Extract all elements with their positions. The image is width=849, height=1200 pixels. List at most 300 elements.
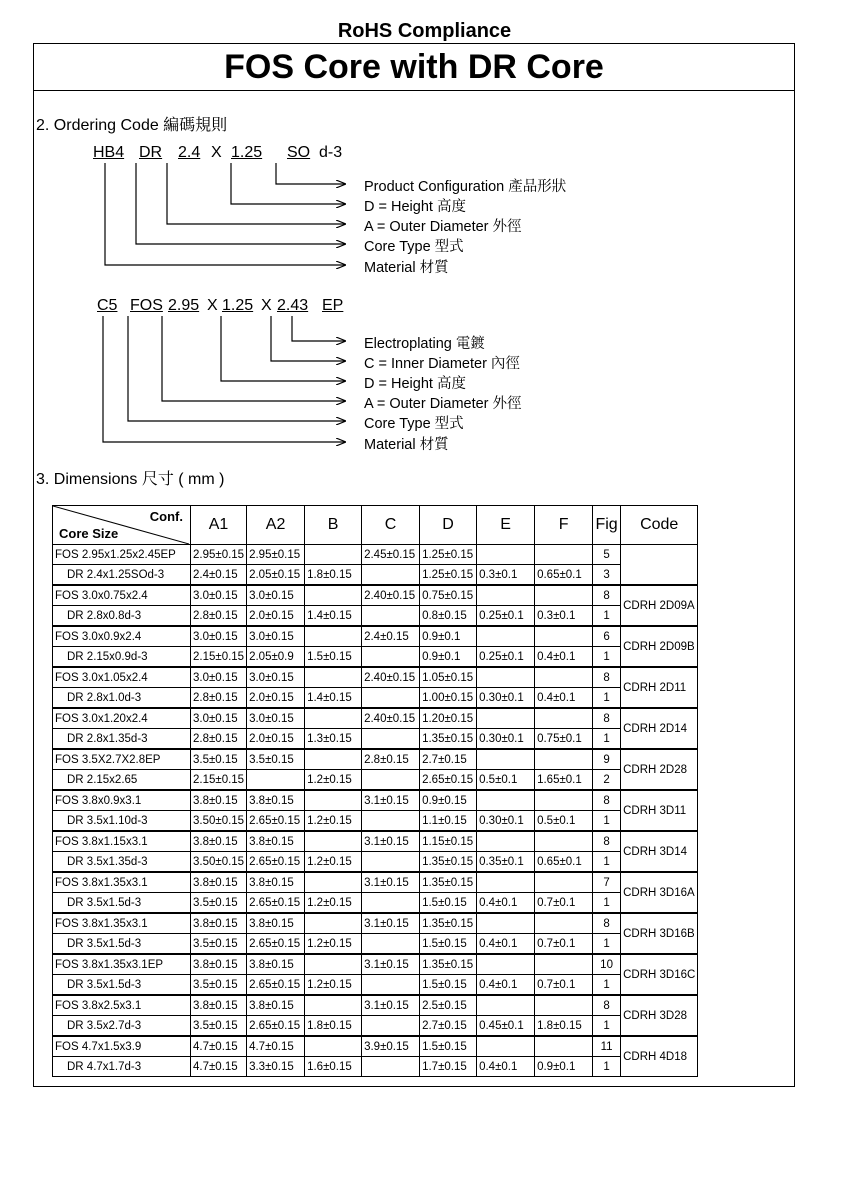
c-cell: 3.1±0.15	[362, 790, 420, 811]
c-cell	[362, 688, 420, 709]
code1-label-material: Material 材質	[364, 260, 449, 276]
a2-cell	[247, 770, 305, 791]
table-row	[53, 585, 698, 606]
a2-cell: 3.3±0.15	[247, 1057, 305, 1077]
fig-cell: 1	[593, 647, 621, 668]
table-row	[53, 626, 698, 647]
fig-cell: 1	[593, 975, 621, 996]
d-cell: 0.9±0.1	[420, 626, 477, 647]
a1-cell: 3.5±0.15	[191, 1016, 247, 1037]
d-cell: 1.15±0.15	[420, 831, 477, 852]
fig-cell: 8	[593, 831, 621, 852]
d-cell: 1.00±0.15	[420, 688, 477, 709]
arrow-code2-electroplating	[292, 316, 345, 341]
f-cell: 1.8±0.15	[535, 1016, 593, 1037]
f-cell: 0.4±0.1	[535, 647, 593, 668]
arrow-code2-core	[128, 316, 345, 421]
code-cell	[621, 545, 698, 586]
d-cell: 0.9±0.15	[420, 790, 477, 811]
table-row	[53, 606, 698, 627]
a1-cell: 3.8±0.15	[191, 954, 247, 975]
c-cell	[362, 729, 420, 750]
fig-cell: 1	[593, 688, 621, 709]
code2-electroplating: EP	[322, 297, 344, 314]
d-cell: 1.20±0.15	[420, 708, 477, 729]
code2-label-core: Core Type 型式	[364, 416, 464, 432]
fig-cell: 1	[593, 852, 621, 873]
code-cell: CDRH 3D16C	[621, 954, 698, 995]
core-size-cell: FOS 3.5X2.7X2.8EP	[53, 749, 191, 770]
b-cell	[305, 954, 362, 975]
a2-cell: 4.7±0.15	[247, 1036, 305, 1057]
e-cell	[477, 708, 535, 729]
code-cell: CDRH 3D28	[621, 995, 698, 1036]
code-cell: CDRH 4D18	[621, 1036, 698, 1077]
a1-cell: 3.0±0.15	[191, 667, 247, 688]
table-row	[53, 749, 698, 770]
core-size-cell: FOS 3.8x2.5x3.1	[53, 995, 191, 1016]
code2-height: 1.25	[222, 297, 254, 314]
a1-cell: 2.15±0.15	[191, 647, 247, 668]
a2-cell: 3.5±0.15	[247, 749, 305, 770]
e-cell: 0.5±0.1	[477, 770, 535, 791]
f-cell	[535, 749, 593, 770]
b-cell: 1.2±0.15	[305, 811, 362, 832]
fig-cell: 10	[593, 954, 621, 975]
f-cell	[535, 667, 593, 688]
core-size-cell: DR 4.7x1.7d-3	[53, 1057, 191, 1077]
c-cell	[362, 1016, 420, 1037]
table-row	[53, 647, 698, 668]
header-core-size-label: Core Size	[59, 526, 119, 541]
d-cell: 1.7±0.15	[420, 1057, 477, 1077]
table-row	[53, 667, 698, 688]
e-cell: 0.30±0.1	[477, 729, 535, 750]
a2-cell: 2.65±0.15	[247, 975, 305, 996]
b-cell: 1.2±0.15	[305, 852, 362, 873]
a1-cell: 3.5±0.15	[191, 975, 247, 996]
d-cell: 1.35±0.15	[420, 872, 477, 893]
dimensions-heading: 3. Dimensions 尺寸 ( mm )	[36, 471, 225, 488]
column-header-b: B	[305, 506, 362, 545]
core-size-cell: DR 2.4x1.25SOd-3	[53, 565, 191, 586]
code2-label-height: D = Height 高度	[364, 376, 466, 392]
code2-outer-diameter: 2.95	[168, 297, 200, 314]
b-cell	[305, 749, 362, 770]
e-cell: 0.30±0.1	[477, 811, 535, 832]
table-row	[53, 893, 698, 914]
a1-cell: 3.50±0.15	[191, 811, 247, 832]
d-cell: 0.8±0.15	[420, 606, 477, 627]
column-header-a1: A1	[191, 506, 247, 545]
arrow-code1-outer	[167, 163, 345, 224]
table-row	[53, 811, 698, 832]
column-header-d: D	[420, 506, 477, 545]
c-cell: 2.8±0.15	[362, 749, 420, 770]
a2-cell: 3.8±0.15	[247, 995, 305, 1016]
fig-cell: 1	[593, 1016, 621, 1037]
c-cell	[362, 852, 420, 873]
core-size-cell: DR 2.15x0.9d-3	[53, 647, 191, 668]
b-cell	[305, 667, 362, 688]
a1-cell: 3.5±0.15	[191, 934, 247, 955]
c-cell: 3.1±0.15	[362, 831, 420, 852]
rohs-heading: RoHS Compliance	[337, 20, 512, 42]
arrow-code2-inner	[271, 316, 345, 361]
code2-label-material: Material 材質	[364, 437, 449, 453]
a1-cell: 2.15±0.15	[191, 770, 247, 791]
arrow-code1-material	[105, 163, 345, 265]
f-cell	[535, 913, 593, 934]
f-cell: 0.75±0.1	[535, 729, 593, 750]
code1-label-core: Core Type 型式	[364, 239, 464, 255]
arrow-code2-outer	[162, 316, 345, 401]
e-cell	[477, 995, 535, 1016]
arrow-code1-config	[276, 163, 345, 184]
a2-cell: 3.0±0.15	[247, 708, 305, 729]
core-size-cell: FOS 3.0x1.20x2.4	[53, 708, 191, 729]
code2-label-outer: A = Outer Diameter 外徑	[364, 396, 522, 412]
e-cell	[477, 913, 535, 934]
fig-cell: 8	[593, 585, 621, 606]
code1-core-type: DR	[139, 144, 163, 161]
table-row	[53, 729, 698, 750]
core-size-cell: FOS 2.95x1.25x2.45EP	[53, 545, 191, 565]
a2-cell: 3.8±0.15	[247, 790, 305, 811]
e-cell	[477, 749, 535, 770]
dimensions-table	[52, 505, 698, 1077]
d-cell: 0.9±0.1	[420, 647, 477, 668]
a2-cell: 3.0±0.15	[247, 626, 305, 647]
header-conf-core	[53, 506, 191, 545]
a1-cell: 3.8±0.15	[191, 790, 247, 811]
e-cell	[477, 545, 535, 565]
code1-config: SO	[287, 144, 311, 161]
d-cell: 0.75±0.15	[420, 585, 477, 606]
dimensions-table-body	[53, 545, 698, 1077]
table-row	[53, 852, 698, 873]
code-cell: CDRH 3D16B	[621, 913, 698, 954]
a1-cell: 3.8±0.15	[191, 913, 247, 934]
fig-cell: 8	[593, 790, 621, 811]
f-cell: 0.7±0.1	[535, 934, 593, 955]
c-cell	[362, 975, 420, 996]
fig-cell: 5	[593, 545, 621, 565]
fig-cell: 1	[593, 606, 621, 627]
core-size-cell: FOS 3.8x1.15x3.1	[53, 831, 191, 852]
e-cell: 0.4±0.1	[477, 975, 535, 996]
a2-cell: 3.8±0.15	[247, 872, 305, 893]
core-size-cell: FOS 3.0x1.05x2.4	[53, 667, 191, 688]
core-size-cell: FOS 4.7x1.5x3.9	[53, 1036, 191, 1057]
e-cell: 0.4±0.1	[477, 934, 535, 955]
code-cell: CDRH 2D09B	[621, 626, 698, 667]
d-cell: 1.25±0.15	[420, 565, 477, 586]
a2-cell: 2.65±0.15	[247, 934, 305, 955]
e-cell: 0.3±0.1	[477, 565, 535, 586]
fig-cell: 1	[593, 811, 621, 832]
b-cell	[305, 872, 362, 893]
header-conf-label: Conf.	[149, 509, 183, 524]
b-cell	[305, 708, 362, 729]
a1-cell: 3.0±0.15	[191, 626, 247, 647]
table-row	[53, 545, 698, 565]
f-cell: 0.3±0.1	[535, 606, 593, 627]
code2-label-electroplating: Electroplating 電鍍	[364, 336, 485, 352]
e-cell	[477, 667, 535, 688]
c-cell	[362, 770, 420, 791]
core-size-cell: DR 3.5x1.5d-3	[53, 893, 191, 914]
a2-cell: 2.05±0.9	[247, 647, 305, 668]
core-size-cell: DR 2.8x0.8d-3	[53, 606, 191, 627]
d-cell: 2.7±0.15	[420, 749, 477, 770]
column-header-code: Code	[621, 506, 698, 545]
b-cell: 1.3±0.15	[305, 729, 362, 750]
e-cell	[477, 831, 535, 852]
c-cell: 2.45±0.15	[362, 545, 420, 565]
fig-cell: 1	[593, 729, 621, 750]
code-cell: CDRH 3D11	[621, 790, 698, 831]
core-size-cell: DR 3.5x1.10d-3	[53, 811, 191, 832]
e-cell: 0.25±0.1	[477, 606, 535, 627]
a2-cell: 2.95±0.15	[247, 545, 305, 565]
d-cell: 2.7±0.15	[420, 1016, 477, 1037]
ordering-connectors	[0, 0, 849, 470]
b-cell: 1.5±0.15	[305, 647, 362, 668]
c-cell: 3.1±0.15	[362, 913, 420, 934]
c-cell: 3.9±0.15	[362, 1036, 420, 1057]
d-cell: 1.35±0.15	[420, 913, 477, 934]
a1-cell: 2.95±0.15	[191, 545, 247, 565]
table-row	[53, 688, 698, 709]
f-cell: 0.7±0.1	[535, 893, 593, 914]
e-cell: 0.30±0.1	[477, 688, 535, 709]
core-size-cell: FOS 3.8x1.35x3.1	[53, 872, 191, 893]
b-cell: 1.2±0.15	[305, 893, 362, 914]
a2-cell: 2.05±0.15	[247, 565, 305, 586]
f-cell: 0.65±0.1	[535, 565, 593, 586]
e-cell: 0.25±0.1	[477, 647, 535, 668]
page-title: FOS Core with DR Core	[33, 43, 795, 91]
table-row	[53, 831, 698, 852]
d-cell: 2.5±0.15	[420, 995, 477, 1016]
fig-cell: 8	[593, 913, 621, 934]
d-cell: 1.35±0.15	[420, 729, 477, 750]
c-cell: 2.40±0.15	[362, 708, 420, 729]
b-cell: 1.2±0.15	[305, 934, 362, 955]
core-size-cell: DR 2.8x1.35d-3	[53, 729, 191, 750]
c-cell: 3.1±0.15	[362, 995, 420, 1016]
c-cell	[362, 893, 420, 914]
code-cell: CDRH 3D14	[621, 831, 698, 872]
table-row	[53, 995, 698, 1016]
code-cell: CDRH 3D16A	[621, 872, 698, 913]
f-cell: 0.4±0.1	[535, 688, 593, 709]
arrow-code2-material	[103, 316, 345, 442]
code2-label-inner: C = Inner Diameter 內徑	[364, 356, 520, 372]
b-cell	[305, 790, 362, 811]
a2-cell: 2.65±0.15	[247, 1016, 305, 1037]
e-cell: 0.4±0.1	[477, 893, 535, 914]
core-size-cell: DR 3.5x2.7d-3	[53, 1016, 191, 1037]
e-cell	[477, 954, 535, 975]
table-row	[53, 1016, 698, 1037]
b-cell	[305, 585, 362, 606]
d-cell: 1.35±0.15	[420, 954, 477, 975]
column-header-e: E	[477, 506, 535, 545]
a1-cell: 3.0±0.15	[191, 585, 247, 606]
code1-label-outer: A = Outer Diameter 外徑	[364, 219, 522, 235]
table-row	[53, 934, 698, 955]
a1-cell: 2.4±0.15	[191, 565, 247, 586]
c-cell: 2.40±0.15	[362, 667, 420, 688]
a1-cell: 3.8±0.15	[191, 872, 247, 893]
f-cell	[535, 626, 593, 647]
code2-x1: X	[207, 297, 218, 314]
c-cell	[362, 934, 420, 955]
d-cell: 1.5±0.15	[420, 893, 477, 914]
a2-cell: 3.8±0.15	[247, 913, 305, 934]
b-cell	[305, 626, 362, 647]
a2-cell: 2.65±0.15	[247, 811, 305, 832]
a1-cell: 4.7±0.15	[191, 1036, 247, 1057]
a2-cell: 2.0±0.15	[247, 606, 305, 627]
table-row	[53, 770, 698, 791]
b-cell	[305, 995, 362, 1016]
ordering-code-heading: 2. Ordering Code 編碼規則	[36, 117, 228, 134]
c-cell: 3.1±0.15	[362, 872, 420, 893]
table-row	[53, 975, 698, 996]
a2-cell: 3.0±0.15	[247, 585, 305, 606]
d-cell: 1.5±0.15	[420, 975, 477, 996]
code2-core-type: FOS	[130, 297, 163, 314]
core-size-cell: DR 3.5x1.35d-3	[53, 852, 191, 873]
column-header-fig: Fig	[593, 506, 621, 545]
a1-cell: 3.0±0.15	[191, 708, 247, 729]
b-cell	[305, 831, 362, 852]
core-size-cell: FOS 3.0x0.75x2.4	[53, 585, 191, 606]
a2-cell: 2.0±0.15	[247, 688, 305, 709]
code1-material: HB4	[93, 144, 125, 161]
fig-cell: 1	[593, 934, 621, 955]
e-cell	[477, 585, 535, 606]
f-cell	[535, 708, 593, 729]
code1-label-config: Product Configuration 產品形狀	[364, 179, 567, 195]
e-cell: 0.35±0.1	[477, 852, 535, 873]
table-row	[53, 565, 698, 586]
f-cell	[535, 995, 593, 1016]
fig-cell: 3	[593, 565, 621, 586]
column-header-f: F	[535, 506, 593, 545]
b-cell: 1.6±0.15	[305, 1057, 362, 1077]
core-size-cell: FOS 3.8x1.35x3.1	[53, 913, 191, 934]
column-header-c: C	[362, 506, 420, 545]
f-cell: 0.65±0.1	[535, 852, 593, 873]
code-cell: CDRH 2D09A	[621, 585, 698, 626]
fig-cell: 1	[593, 893, 621, 914]
core-size-cell: FOS 3.8x1.35x3.1EP	[53, 954, 191, 975]
b-cell: 1.2±0.15	[305, 770, 362, 791]
fig-cell: 1	[593, 1057, 621, 1077]
code2-x2: X	[261, 297, 272, 314]
d-cell: 1.05±0.15	[420, 667, 477, 688]
a1-cell: 2.8±0.15	[191, 606, 247, 627]
f-cell	[535, 790, 593, 811]
c-cell: 2.4±0.15	[362, 626, 420, 647]
code1-outer-diameter: 2.4	[178, 144, 201, 161]
a2-cell: 3.8±0.15	[247, 831, 305, 852]
code1-label-height: D = Height 高度	[364, 199, 466, 215]
d-cell: 1.5±0.15	[420, 934, 477, 955]
f-cell: 0.5±0.1	[535, 811, 593, 832]
code1-x: X	[211, 144, 222, 161]
code-cell: CDRH 2D14	[621, 708, 698, 749]
table-row	[53, 913, 698, 934]
a2-cell: 2.65±0.15	[247, 893, 305, 914]
code1-config-suffix: d-3	[319, 144, 343, 161]
code2-inner-diameter: 2.43	[277, 297, 309, 314]
table-row	[53, 872, 698, 893]
fig-cell: 8	[593, 708, 621, 729]
f-cell	[535, 872, 593, 893]
a1-cell: 3.5±0.15	[191, 749, 247, 770]
f-cell	[535, 585, 593, 606]
a1-cell: 3.8±0.15	[191, 995, 247, 1016]
fig-cell: 2	[593, 770, 621, 791]
b-cell: 1.8±0.15	[305, 565, 362, 586]
f-cell	[535, 545, 593, 565]
a1-cell: 4.7±0.15	[191, 1057, 247, 1077]
f-cell: 0.9±0.1	[535, 1057, 593, 1077]
e-cell: 0.4±0.1	[477, 1057, 535, 1077]
a1-cell: 2.8±0.15	[191, 729, 247, 750]
f-cell	[535, 831, 593, 852]
table-row	[53, 1057, 698, 1077]
fig-cell: 8	[593, 667, 621, 688]
a2-cell: 2.0±0.15	[247, 729, 305, 750]
a1-cell: 3.5±0.15	[191, 893, 247, 914]
a1-cell: 3.50±0.15	[191, 852, 247, 873]
core-size-cell: FOS 3.0x0.9x2.4	[53, 626, 191, 647]
b-cell: 1.4±0.15	[305, 688, 362, 709]
c-cell	[362, 811, 420, 832]
b-cell: 1.4±0.15	[305, 606, 362, 627]
core-size-cell: DR 2.8x1.0d-3	[53, 688, 191, 709]
code-cell: CDRH 2D11	[621, 667, 698, 708]
b-cell	[305, 545, 362, 565]
d-cell: 2.65±0.15	[420, 770, 477, 791]
d-cell: 1.5±0.15	[420, 1036, 477, 1057]
e-cell: 0.45±0.1	[477, 1016, 535, 1037]
f-cell	[535, 954, 593, 975]
c-cell: 2.40±0.15	[362, 585, 420, 606]
code2-material: C5	[97, 297, 118, 314]
fig-cell: 9	[593, 749, 621, 770]
f-cell	[535, 1036, 593, 1057]
arrow-code2-height	[221, 316, 345, 381]
core-size-cell: DR 3.5x1.5d-3	[53, 975, 191, 996]
b-cell	[305, 913, 362, 934]
d-cell: 1.1±0.15	[420, 811, 477, 832]
column-header-a2: A2	[247, 506, 305, 545]
e-cell	[477, 1036, 535, 1057]
c-cell	[362, 565, 420, 586]
a2-cell: 3.0±0.15	[247, 667, 305, 688]
c-cell: 3.1±0.15	[362, 954, 420, 975]
fig-cell: 11	[593, 1036, 621, 1057]
table-row	[53, 1036, 698, 1057]
core-size-cell: DR 3.5x1.5d-3	[53, 934, 191, 955]
